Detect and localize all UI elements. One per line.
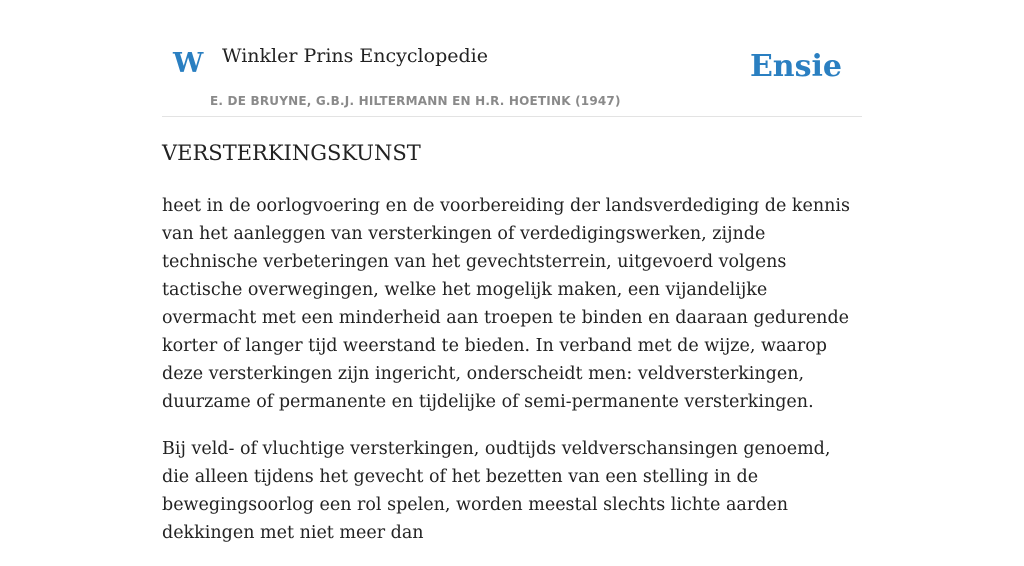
ensie-brand-logo[interactable]: Ensie (749, 49, 842, 84)
article-paragraph: heet in de oorlogvoering en de voorbereiding der landsverdediging de kennis van het aanleggen van versterkingen of verdedigingswerken, zijnde technische verbeteringen van het gevechtsterrein, uitgevoerd volgens tactische overwegingen, welke het mogelijk maken, een vijandelijke overmacht met een minderheid aan troepen te binden en daaraan gedurende korter of langer tijd weerstand te bieden. In verband met de wijze, waarop deze versterkingen zijn ingericht, onderscheidt men: veldversterkingen, duurzame of permanente en tijdelijke of semi-permanente versterkingen. (162, 196, 851, 412)
site-header (162, 0, 862, 117)
site-title[interactable]: Winkler Prins Encyclopedie (222, 45, 488, 67)
winkler-prins-logo[interactable]: W (173, 48, 204, 79)
article-body (162, 192, 862, 566)
authors-credit: E. DE BRUYNE, G.B.J. HILTERMANN EN H.R. HOETINK (1947) (210, 94, 621, 108)
article-paragraph: Bij veld- of vluchtige versterkingen, oudtijds veldverschansingen genoemd, die alleen tijdens het gevecht of het bezetten van een stelling in de bewegingsoorlog een rol spelen, worden meestal slechts lichte aarden dekkingen met niet meer dan (162, 439, 831, 543)
article-title: VERSTERKINGSKUNST (162, 141, 421, 165)
